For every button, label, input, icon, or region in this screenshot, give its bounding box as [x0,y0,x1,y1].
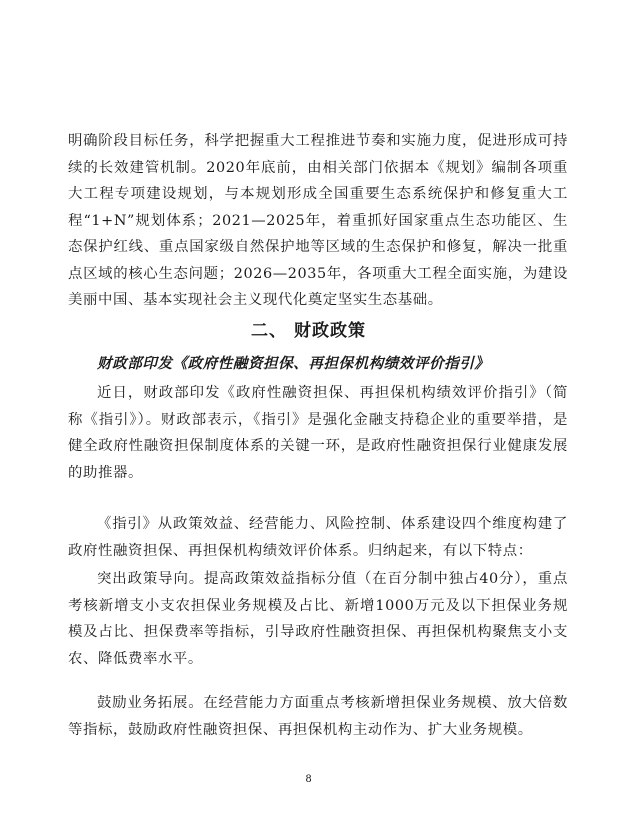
article-title: 财政部印发《政府性融资担保、再担保机构绩效评价指引》 [97,355,490,372]
paragraph-intro: 明确阶段目标任务，科学把握重大工程推进节奏和实施力度，促进形成可持续的长效建管机制。2020年底前，由相关部门依据本《规划》编制各项重大工程专项建设规划，与本规划形成全国重要生态系统保护和修复重大工程“1+N”规划体系；2021—2025年，着重抓好国家重点生态功能区、生态保护红线、重点国家级自然保护地等区域的生态保护和修复，解决一批重点区域的核心生态问题；2026—2035年，各项重大工程全面实施，为建设美丽中国、基本实现社会主义现代化奠定坚实生态基础。 [68,133,568,308]
paragraph-business-expansion: 鼓励业务拓展。在经营能力方面重点考核新增担保业务规模、放大倍数等指标，鼓励政府性融资担保、再担保机构主动作为、扩大业务规模。 [68,695,568,738]
paragraph-policy-orientation: 突出政策导向。提高政策效益指标分值（在百分制中独占40分），重点考核新增支小支农担保业务规模及占比、新增1000万元及以下担保业务规模及占比、担保费率等指标，引导政府性融资担保、再担保机构聚焦支小支农、降低费率水平。 [68,571,568,667]
page-number: 8 [305,774,312,785]
section-heading: 二、 财政政策 [251,321,366,341]
paragraph-overview: 《指引》从政策效益、经营能力、风险控制、体系建设四个维度构建了政府性融资担保、再担保机构绩效评价体系。归纳起来，有以下特点： [68,516,568,559]
paragraph-news: 近日，财政部印发《政府性融资担保、再担保机构绩效评价指引》（简称《指引》）。财政部表示，《指引》是强化金融支持稳企业的重要举措，是健全政府性融资担保制度体系的关键一环，是政府性融资担保行业健康发展的助推器。 [68,385,568,481]
